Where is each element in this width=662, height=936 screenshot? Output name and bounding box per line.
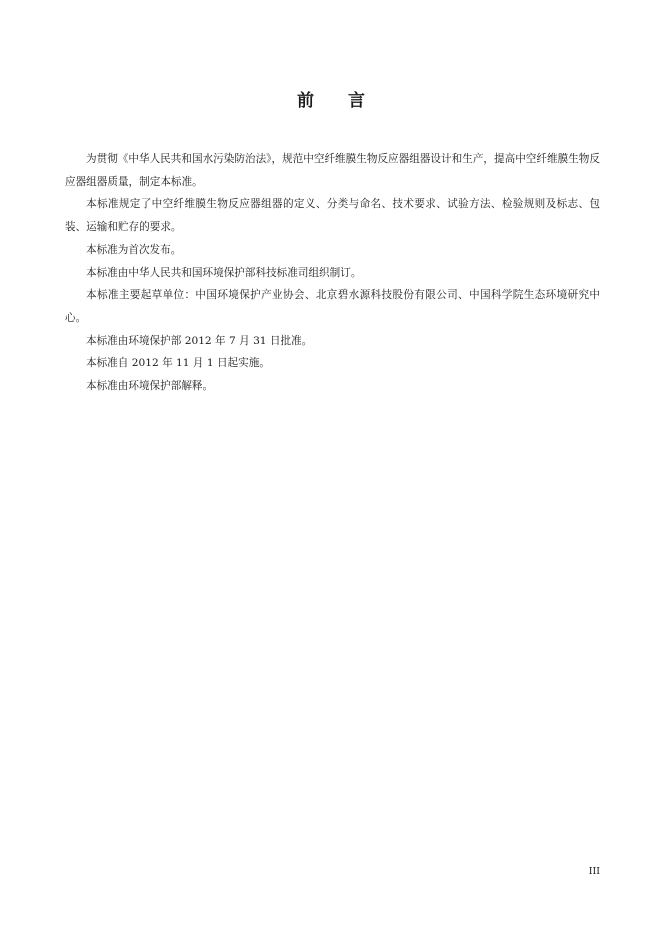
paragraph-organizer: 本标准由中华人民共和国环境保护部科技标准司组织制订。 [86, 266, 362, 279]
paragraph-approval: 本标准由环境保护部 2012 年 7 月 31 日批准。 [86, 334, 313, 347]
foreword-body [65, 148, 600, 398]
paragraph-purpose: 为贯彻《中华人民共和国水污染防治法》，规范中空纤维膜生物反应器组器设计和生产，提高中空纤维膜生物反应器组器质量，制定本标准。 [65, 153, 600, 188]
paragraph-effective-date: 本标准自 2012 年 11 月 1 日起实施。 [86, 357, 270, 370]
page-title [0, 86, 662, 111]
title-char-1: 前 [297, 91, 314, 111]
paragraph-first-release: 本标准为首次发布。 [86, 243, 182, 256]
paragraph-scope: 本标准规定了中空纤维膜生物反应器组器的定义、分类与命名、技术要求、试验方法、检验规则及标志、包装、运输和贮存的要求。 [65, 198, 600, 234]
paragraph-interpretation: 本标准由环境保护部解释。 [86, 380, 214, 393]
title-char-2: 言 [348, 91, 365, 111]
paragraph-drafters: 本标准主要起草单位：中国环境保护产业协会、北京碧水源科技股份有限公司、中国科学院生态环境研究中心。 [65, 289, 600, 324]
page-number: III [588, 866, 600, 877]
